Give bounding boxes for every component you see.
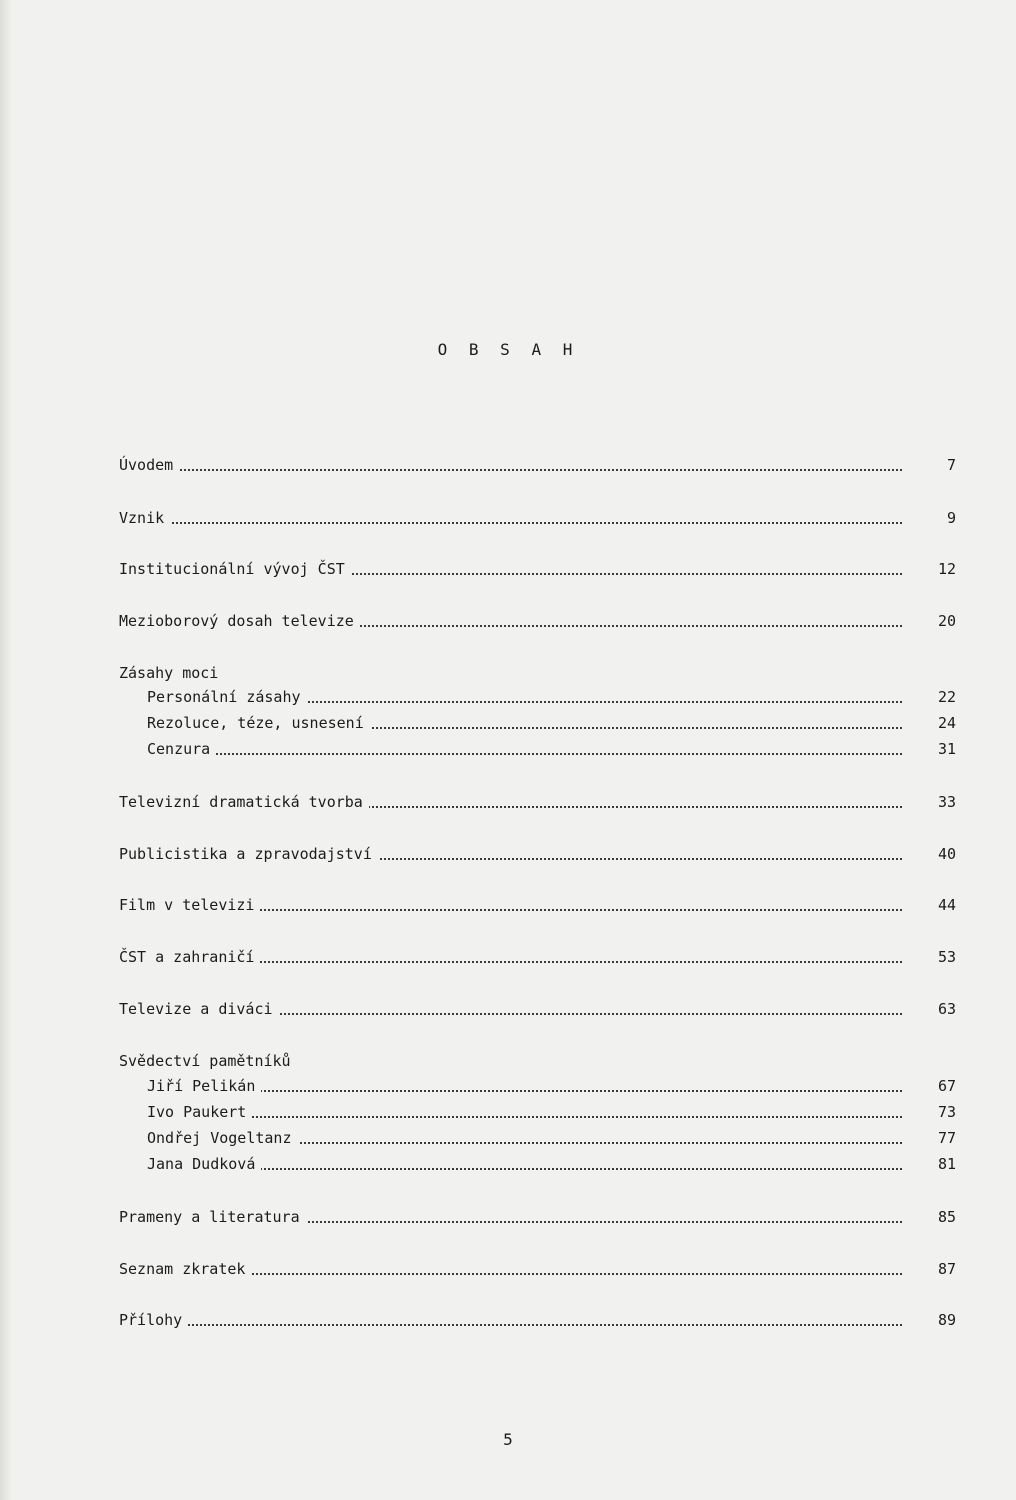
toc-entry-jana-dudkova[interactable] [147, 1153, 956, 1175]
toc-entry-film-v-televizi[interactable] [119, 894, 956, 916]
toc-entry-ivo-paukert[interactable] [147, 1101, 956, 1123]
toc-entry-cenzura[interactable] [147, 738, 956, 760]
dot-leader [147, 753, 946, 755]
toc-entry-label: Institucionální vývoj ČST [119, 558, 351, 580]
table-of-contents [119, 0, 959, 1500]
toc-entry-page: 44 [902, 894, 956, 916]
toc-entry-institucionalni-vyvoj[interactable] [119, 558, 956, 580]
toc-entry-rezoluce[interactable] [147, 712, 956, 734]
toc-entry-televizni-dramaticka-tvorba[interactable] [119, 791, 956, 813]
toc-entry-page: 33 [902, 791, 956, 813]
dot-leader [119, 469, 946, 471]
toc-entry-cst-a-zahranici[interactable] [119, 946, 956, 968]
toc-entry-page: 9 [902, 507, 956, 529]
toc-entry-page: 81 [902, 1153, 956, 1175]
toc-entry-seznam-zkratek[interactable] [119, 1258, 956, 1280]
dot-leader [119, 1324, 946, 1326]
contents-title: O B S A H [437, 340, 579, 359]
toc-entry-label: Personální zásahy [147, 686, 307, 708]
toc-entry-label: Ondřej Vogeltanz [147, 1127, 298, 1149]
toc-entry-page: 63 [902, 998, 956, 1020]
toc-entry-label: Ivo Paukert [147, 1101, 252, 1123]
toc-entry-label: Jiří Pelikán [147, 1075, 261, 1097]
toc-entry-label: ČST a zahraničí [119, 946, 260, 968]
toc-entry-label: Film v televizi [119, 894, 260, 916]
toc-entry-page: 53 [902, 946, 956, 968]
toc-entry-page: 67 [902, 1075, 956, 1097]
toc-entry-page: 40 [902, 843, 956, 865]
toc-entry-publicistika[interactable] [119, 843, 956, 865]
toc-entry-label: Rezoluce, téze, usnesení [147, 712, 370, 734]
toc-entry-label: Cenzura [147, 738, 216, 760]
toc-entry-mezioborovy-dosah[interactable] [119, 610, 956, 632]
dot-leader [147, 1116, 946, 1118]
toc-entry-televize-a-divaci[interactable] [119, 998, 956, 1020]
toc-entry-jiri-pelikan[interactable] [147, 1075, 956, 1097]
toc-entry-page: 77 [902, 1127, 956, 1149]
page-edge-shadow [0, 0, 12, 1500]
toc-entry-label: Mezioborový dosah televize [119, 610, 360, 632]
toc-entry-label: Prameny a literatura [119, 1206, 306, 1228]
toc-entry-page: 89 [902, 1309, 956, 1331]
dot-leader [147, 1168, 946, 1170]
toc-entry-prameny-a-literatura[interactable] [119, 1206, 956, 1228]
toc-entry-label: Přílohy [119, 1309, 188, 1331]
toc-entry-page: 73 [902, 1101, 956, 1123]
toc-entry-page: 24 [902, 712, 956, 734]
toc-entry-uvodem[interactable] [119, 454, 956, 476]
toc-section-heading-svedectvi-pametniku: Svědectví pamětníků [119, 1052, 291, 1070]
dot-leader [147, 1090, 946, 1092]
toc-entry-page: 12 [902, 558, 956, 580]
toc-entry-label: Úvodem [119, 454, 179, 476]
toc-entry-label: Televize a diváci [119, 998, 279, 1020]
toc-entry-personalni-zasahy[interactable] [147, 686, 956, 708]
dot-leader [119, 522, 946, 524]
toc-entry-ondrej-vogeltanz[interactable] [147, 1127, 956, 1149]
page-number: 5 [503, 1430, 513, 1449]
toc-entry-label: Publicistika a zpravodajství [119, 843, 378, 865]
toc-entry-vznik[interactable] [119, 507, 956, 529]
toc-entry-label: Vznik [119, 507, 170, 529]
toc-entry-page: 22 [902, 686, 956, 708]
toc-entry-label: Seznam zkratek [119, 1258, 251, 1280]
toc-entry-page: 87 [902, 1258, 956, 1280]
toc-section-heading-zasahy-moci: Zásahy moci [119, 664, 219, 682]
toc-entry-page: 7 [902, 454, 956, 476]
toc-entry-prilohy[interactable] [119, 1309, 956, 1331]
toc-entry-page: 20 [902, 610, 956, 632]
toc-entry-page: 85 [902, 1206, 956, 1228]
toc-entry-label: Jana Dudková [147, 1153, 261, 1175]
toc-entry-label: Televizní dramatická tvorba [119, 791, 369, 813]
toc-entry-page: 31 [902, 738, 956, 760]
